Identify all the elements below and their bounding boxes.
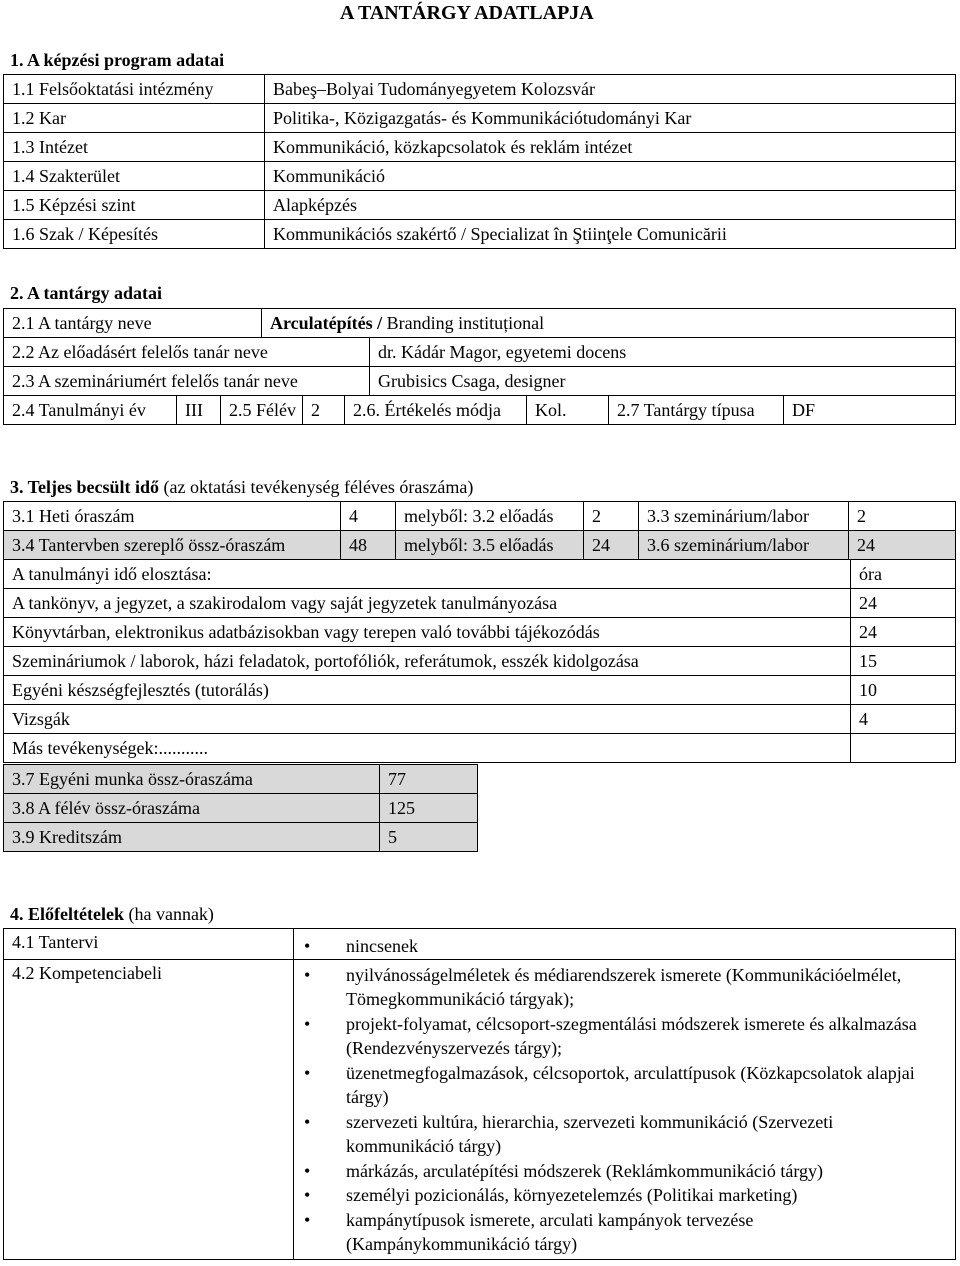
row-value: Politika-, Közigazgatás- és Kommunikációtudományi Kar xyxy=(265,104,956,133)
list-item: • üzenetmegfogalmazások, célcsoportok, arculattípusok (Közkapcsolatok alapjai tárgy) xyxy=(304,1061,925,1110)
row-label: 1.3 Intézet xyxy=(4,133,265,162)
total-value: 77 xyxy=(380,765,478,794)
prerequisites-table xyxy=(3,928,956,1260)
table-row xyxy=(4,929,956,960)
competence-list-cell xyxy=(294,959,956,1259)
table-row xyxy=(4,220,956,249)
row-label: 1.5 Képzési szint xyxy=(4,191,265,220)
list-item: • személyi pozicionálás, környezetelemzés (Politikai marketing) xyxy=(304,1183,925,1208)
activity-label: Könyvtárban, elektronikus adatbázisokban vagy terepen való további tájékozódás xyxy=(4,618,851,647)
year-label: 2.4 Tanulmányi év xyxy=(4,396,177,425)
lecturer-table xyxy=(3,337,956,367)
program-data-table xyxy=(3,74,956,249)
course-meta-table xyxy=(3,395,956,425)
table-row xyxy=(4,959,956,1259)
lecturer-label: 2.2 Az előadásért felelős tanár neve xyxy=(4,338,370,367)
section-4-heading-bold: 4. Előfeltételek xyxy=(10,904,124,924)
evaluation-label: 2.6. Értékelés módja xyxy=(345,396,527,425)
section-1-heading: 1. A képzési program adatai xyxy=(10,50,225,70)
total-lecture-label: melyből: 3.5 előadás xyxy=(396,531,584,560)
year-value: III xyxy=(177,396,221,425)
study-time-label: A tanulmányi idő elosztása: xyxy=(4,560,851,589)
list-item: • szervezeti kultúra, hierarchia, szervezeti kommunikáció (Szervezeti kommunikáció tárgy) xyxy=(304,1110,925,1159)
total-seminar-value: 24 xyxy=(849,531,956,560)
course-name-value xyxy=(262,309,956,338)
curricular-list xyxy=(304,934,955,959)
list-item: • nincsenek xyxy=(304,934,955,959)
course-type-value: DF xyxy=(784,396,956,425)
weekly-hours-label: 3.1 Heti óraszám xyxy=(4,502,341,531)
table-row xyxy=(4,396,956,425)
list-item: • projekt-folyamat, célcsoport-szegmentálási módszerek ismerete és alkalmazása (Rendezvényszervezés tárgy); xyxy=(304,1012,925,1061)
hours-table xyxy=(3,501,956,560)
section-4-heading-rest: (ha vannak) xyxy=(123,904,214,924)
table-row xyxy=(4,531,956,560)
table-row xyxy=(4,162,956,191)
table-row xyxy=(4,647,956,676)
activity-label: Vizsgák xyxy=(4,705,851,734)
section-3-heading xyxy=(10,478,473,496)
section-3-heading-rest: (az oktatási tevékenység féléves óraszáma) xyxy=(159,477,474,497)
list-item: • kampánytípusok ismerete, arculati kampányok tervezése (Kampánykommunikáció tárgy) xyxy=(304,1208,925,1257)
semester-value: 2 xyxy=(303,396,345,425)
activity-label: A tankönyv, a jegyzet, a szakirodalom vagy saját jegyzetek tanulmányozása xyxy=(4,589,851,618)
activity-label: Szemináriumok / laborok, házi feladatok, portofóliók, referátumok, esszék kidolgozása xyxy=(4,647,851,676)
total-hours-value: 48 xyxy=(341,531,396,560)
table-row xyxy=(4,560,956,589)
semester-label: 2.5 Félév xyxy=(221,396,303,425)
course-type-label: 2.7 Tantárgy típusa xyxy=(609,396,784,425)
weekly-lecture-value: 2 xyxy=(584,502,639,531)
competence-label: 4.2 Kompetenciabeli xyxy=(4,959,294,1259)
activity-hours: 4 xyxy=(851,705,956,734)
weekly-lecture-label: melyből: 3.2 előadás xyxy=(396,502,584,531)
row-value: Kommunikációs szakértő / Specializat în Ştiinţele Comunicării xyxy=(265,220,956,249)
lecturer-value: dr. Kádár Magor, egyetemi docens xyxy=(370,338,956,367)
total-hours-label: 3.4 Tantervben szereplő össz-óraszám xyxy=(4,531,341,560)
list-item: • nyilvánosságelméletek és médiarendszerek ismerete (Kommunikációelmélet, Tömegkommunikáció tárgyak); xyxy=(304,963,925,1012)
activity-hours: 24 xyxy=(851,618,956,647)
table-row xyxy=(4,338,956,367)
curricular-label: 4.1 Tantervi xyxy=(4,929,294,960)
weekly-seminar-value: 2 xyxy=(849,502,956,531)
table-row xyxy=(4,589,956,618)
seminar-lecturer-value: Grubisics Csaga, designer xyxy=(370,367,956,396)
activity-label: Egyéni készségfejlesztés (tutorálás) xyxy=(4,676,851,705)
activity-hours xyxy=(851,734,956,763)
table-row xyxy=(4,309,956,338)
total-label: 3.8 A félév össz-óraszáma xyxy=(4,794,380,823)
row-label: 1.6 Szak / Képesítés xyxy=(4,220,265,249)
course-name-table xyxy=(3,308,956,338)
table-row xyxy=(4,133,956,162)
evaluation-value: Kol. xyxy=(527,396,609,425)
table-row xyxy=(4,104,956,133)
list-item: • márkázás, arculatépítési módszerek (Reklámkommunikáció tárgy) xyxy=(304,1159,925,1184)
total-label: 3.7 Egyéni munka össz-óraszáma xyxy=(4,765,380,794)
total-value: 125 xyxy=(380,794,478,823)
row-label: 1.1 Felsőoktatási intézmény xyxy=(4,75,265,104)
table-row xyxy=(4,734,956,763)
competence-list xyxy=(304,963,925,1257)
study-time-unit: óra xyxy=(851,560,956,589)
row-value: Babeş–Bolyai Tudományegyetem Kolozsvár xyxy=(265,75,956,104)
activity-hours: 24 xyxy=(851,589,956,618)
curricular-list-cell xyxy=(294,929,956,960)
table-row xyxy=(4,502,956,531)
activity-hours: 10 xyxy=(851,676,956,705)
activity-hours: 15 xyxy=(851,647,956,676)
table-row xyxy=(4,705,956,734)
table-row xyxy=(4,823,478,852)
activity-label: Más tevékenységek:........... xyxy=(4,734,851,763)
totals-table xyxy=(3,764,478,852)
table-row xyxy=(4,765,478,794)
table-row xyxy=(4,618,956,647)
table-row xyxy=(4,676,956,705)
study-time-table xyxy=(3,559,956,763)
total-value: 5 xyxy=(380,823,478,852)
seminar-lecturer-table xyxy=(3,366,956,396)
section-2-heading: 2. A tantárgy adatai xyxy=(10,283,163,303)
course-name-label: 2.1 A tantárgy neve xyxy=(4,309,262,338)
row-value: Alapképzés xyxy=(265,191,956,220)
document-title: A TANTÁRGY ADATLAPJA xyxy=(340,2,594,24)
section-3-heading-bold: 3. Teljes becsült idő xyxy=(10,477,160,497)
table-row xyxy=(4,191,956,220)
total-seminar-label: 3.6 szeminárium/labor xyxy=(639,531,849,560)
weekly-hours-value: 4 xyxy=(341,502,396,531)
total-label: 3.9 Kreditszám xyxy=(4,823,380,852)
table-row xyxy=(4,794,478,823)
course-name-rest: Branding instituțional xyxy=(382,312,545,333)
total-lecture-value: 24 xyxy=(584,531,639,560)
course-name-bold: Arculatépítés / xyxy=(270,312,383,333)
row-value: Kommunikáció, közkapcsolatok és reklám intézet xyxy=(265,133,956,162)
table-row xyxy=(4,75,956,104)
row-label: 1.4 Szakterület xyxy=(4,162,265,191)
table-row xyxy=(4,367,956,396)
row-value: Kommunikáció xyxy=(265,162,956,191)
seminar-lecturer-label: 2.3 A szemináriumért felelős tanár neve xyxy=(4,367,370,396)
row-label: 1.2 Kar xyxy=(4,104,265,133)
section-4-heading xyxy=(10,905,214,923)
weekly-seminar-label: 3.3 szeminárium/labor xyxy=(639,502,849,531)
